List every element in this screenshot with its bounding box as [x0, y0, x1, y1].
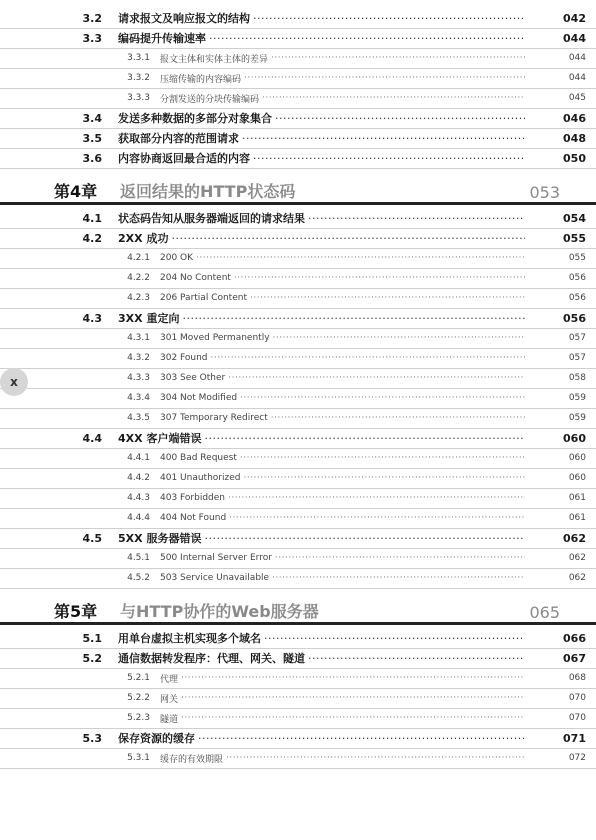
toc-section-entry[interactable] [0, 428, 596, 449]
toc-section-entry[interactable] [0, 528, 596, 549]
chapter-title: 返回结果的HTTP状态码 [120, 182, 296, 201]
entry-number: 3.4 [82, 111, 102, 125]
chapter-label: 第5章 [54, 602, 98, 621]
entry-number: 5.2.2 [127, 693, 150, 703]
entry-page-number: 045 [568, 93, 586, 103]
entry-number: 5.3.1 [127, 753, 150, 763]
dot-leader [182, 312, 525, 325]
toc-section-entry[interactable] [0, 628, 596, 649]
entry-number: 4.2 [82, 231, 102, 245]
dot-leader [226, 753, 525, 763]
entry-page-number: 044 [563, 31, 586, 45]
entry-page-number: 066 [563, 631, 586, 645]
entry-page-number: 054 [563, 211, 586, 225]
chapter-title: 与HTTP协作的Web服务器 [120, 602, 319, 621]
dot-leader [228, 493, 525, 503]
entry-page-number: 055 [568, 253, 586, 263]
toc-subsection-entry[interactable] [0, 268, 596, 289]
entry-number: 4.5.1 [127, 553, 150, 563]
entry-title: 404 Not Found [160, 513, 227, 523]
toc-subsection-entry[interactable] [0, 568, 596, 589]
entry-number: 3.3 [82, 31, 102, 45]
dot-leader [273, 333, 525, 343]
toc-subsection-entry[interactable] [0, 468, 596, 489]
entry-title: 5XX 服务器错误 [118, 532, 202, 545]
toc-section-entry[interactable] [0, 128, 596, 149]
entry-page-number: 062 [563, 531, 586, 545]
toc-subsection-entry[interactable] [0, 48, 596, 69]
entry-title: 500 Internal Server Error [160, 553, 272, 563]
entry-title: 503 Service Unavailable [160, 573, 270, 583]
entry-title: 通信数据转发程序：代理、网关、隧道 [118, 652, 305, 665]
toc-section-entry[interactable] [0, 728, 596, 749]
chapter-label: 第4章 [54, 182, 98, 201]
entry-title: 获取部分内容的范围请求 [118, 132, 239, 145]
dot-leader [271, 53, 525, 63]
entry-page-number: 046 [563, 111, 586, 125]
entry-page-number: 044 [568, 53, 586, 63]
entry-title: 状态码告知从服务器端返回的请求结果 [118, 212, 305, 225]
entry-number: 3.3.1 [127, 53, 150, 63]
entry-number: 4.3.1 [127, 333, 150, 343]
toc-subsection-entry[interactable] [0, 448, 596, 469]
entry-title: 302 Found [160, 353, 208, 363]
dot-leader [308, 652, 525, 665]
entry-number: 3.3.2 [127, 73, 150, 83]
dot-leader [181, 693, 525, 703]
entry-page-number: 062 [568, 553, 586, 563]
toc-subsection-entry[interactable] [0, 328, 596, 349]
entry-number: 4.3 [82, 311, 102, 325]
entry-number: 4.1 [82, 211, 102, 225]
entry-number: 3.2 [82, 11, 102, 25]
entry-title: 4XX 客户端错误 [118, 432, 202, 445]
entry-page-number: 057 [568, 333, 586, 343]
entry-number: 4.4.1 [127, 453, 150, 463]
dot-leader [196, 253, 525, 263]
entry-page-number: 056 [568, 273, 586, 283]
chapter-heading[interactable] [0, 172, 596, 205]
entry-number: 4.3.3 [127, 373, 150, 383]
toc-subsection-entry[interactable] [0, 688, 596, 709]
entry-number: 4.4.3 [127, 493, 150, 503]
toc-subsection-entry[interactable] [0, 488, 596, 509]
dot-leader [250, 293, 525, 303]
entry-number: 4.2.3 [127, 293, 150, 303]
chapter-heading[interactable] [0, 592, 596, 625]
entry-number: 4.3.2 [127, 353, 150, 363]
entry-page-number: 060 [563, 431, 586, 445]
entry-title: 报文主体和实体主体的差异 [160, 54, 269, 65]
entry-number: 4.3.5 [127, 413, 150, 423]
entry-page-number: 058 [568, 373, 586, 383]
toc-subsection-entry[interactable] [0, 288, 596, 309]
dot-leader [272, 573, 525, 583]
entry-title: 缓存的有效期限 [160, 754, 224, 765]
entry-number: 4.5.2 [127, 573, 150, 583]
entry-number: 5.2.3 [127, 713, 150, 723]
dot-leader [211, 353, 525, 363]
entry-page-number: 071 [563, 731, 586, 745]
entry-title: 204 No Content [160, 273, 231, 283]
entry-page-number: 067 [563, 651, 586, 665]
dot-leader [271, 413, 525, 423]
entry-page-number: 060 [568, 473, 586, 483]
toc-section-entry[interactable] [0, 308, 596, 329]
toc-subsection-entry[interactable] [0, 708, 596, 729]
entry-page-number: 070 [568, 713, 586, 723]
entry-page-number: 048 [563, 131, 586, 145]
close-button[interactable] [0, 368, 28, 396]
close-icon: x [10, 375, 18, 389]
entry-number: 4.4.4 [127, 513, 150, 523]
entry-title: 隧道 [160, 714, 179, 725]
entry-page-number: 056 [568, 293, 586, 303]
entry-number: 4.2.2 [127, 273, 150, 283]
dot-leader [181, 673, 525, 683]
chapter-page-number: 065 [529, 603, 560, 622]
entry-page-number: 050 [563, 151, 586, 165]
dot-leader [264, 632, 525, 645]
entry-number: 4.4 [82, 431, 102, 445]
entry-title: 303 See Other [160, 373, 226, 383]
entry-title: 200 OK [160, 253, 194, 263]
toc-subsection-entry[interactable] [0, 348, 596, 369]
dot-leader [253, 152, 525, 165]
dot-leader [229, 513, 525, 523]
entry-page-number: 060 [568, 453, 586, 463]
dot-leader [240, 393, 525, 403]
toc-section-entry[interactable] [0, 28, 596, 49]
entry-title: 307 Temporary Redirect [160, 413, 268, 423]
entry-title: 网关 [160, 694, 179, 705]
entry-page-number: 044 [568, 73, 586, 83]
toc-subsection-entry[interactable] [0, 88, 596, 109]
entry-number: 5.2 [82, 651, 102, 665]
entry-title: 用单台虚拟主机实现多个域名 [118, 632, 261, 645]
entry-page-number: 068 [568, 673, 586, 683]
entry-number: 5.2.1 [127, 673, 150, 683]
dot-leader [234, 273, 525, 283]
entry-title: 401 Unauthorized [160, 473, 241, 483]
entry-page-number: 061 [568, 513, 586, 523]
entry-title: 2XX 成功 [118, 232, 169, 245]
dot-leader [209, 32, 525, 45]
toc-subsection-entry[interactable] [0, 68, 596, 89]
toc-subsection-entry[interactable] [0, 248, 596, 269]
entry-page-number: 059 [568, 393, 586, 403]
toc-subsection-entry[interactable] [0, 368, 596, 389]
entry-number: 4.5 [82, 531, 102, 545]
dot-leader [243, 473, 525, 483]
dot-leader [198, 732, 525, 745]
dot-leader [242, 132, 525, 145]
entry-title: 内容协商返回最合适的内容 [118, 152, 250, 165]
entry-page-number: 070 [568, 693, 586, 703]
dot-leader [204, 432, 525, 445]
toc-subsection-entry[interactable] [0, 388, 596, 409]
entry-number: 4.3.4 [127, 393, 150, 403]
dot-leader [253, 12, 525, 25]
dot-leader [275, 112, 525, 125]
toc-subsection-entry[interactable] [0, 668, 596, 689]
toc-subsection-entry[interactable] [0, 548, 596, 569]
dot-leader [240, 453, 525, 463]
entry-title: 304 Not Modified [160, 393, 238, 403]
entry-title: 301 Moved Permanently [160, 333, 270, 343]
entry-number: 4.4.2 [127, 473, 150, 483]
entry-number: 5.1 [82, 631, 102, 645]
toc-section-entry[interactable] [0, 108, 596, 129]
toc-subsection-entry[interactable] [0, 748, 596, 769]
entry-title: 分割发送的分块传输编码 [160, 94, 260, 105]
dot-leader [244, 73, 525, 83]
dot-leader [171, 232, 525, 245]
toc-section-entry[interactable] [0, 148, 596, 169]
dot-leader [228, 373, 525, 383]
entry-number: 3.3.3 [127, 93, 150, 103]
entry-title: 3XX 重定向 [118, 312, 180, 325]
toc-section-entry[interactable] [0, 8, 596, 29]
entry-title: 发送多种数据的多部分对象集合 [118, 112, 272, 125]
entry-page-number: 057 [568, 353, 586, 363]
entry-title: 保存资源的缓存 [118, 732, 195, 745]
entry-page-number: 055 [563, 231, 586, 245]
dot-leader [308, 212, 525, 225]
toc-subsection-entry[interactable] [0, 508, 596, 529]
toc-subsection-entry[interactable] [0, 408, 596, 429]
entry-title: 206 Partial Content [160, 293, 247, 303]
dot-leader [275, 553, 525, 563]
entry-title: 400 Bad Request [160, 453, 237, 463]
entry-title: 请求报文及响应报文的结构 [118, 12, 250, 25]
toc-section-entry[interactable] [0, 648, 596, 669]
entry-number: 5.3 [82, 731, 102, 745]
entry-page-number: 061 [568, 493, 586, 503]
entry-title: 压缩传输的内容编码 [160, 74, 242, 85]
entry-page-number: 056 [563, 311, 586, 325]
entry-page-number: 072 [568, 753, 586, 763]
entry-page-number: 062 [568, 573, 586, 583]
toc-section-entry[interactable] [0, 208, 596, 229]
entry-title: 编码提升传输速率 [118, 32, 206, 45]
entry-number: 3.6 [82, 151, 102, 165]
entry-number: 3.5 [82, 131, 102, 145]
entry-page-number: 059 [568, 413, 586, 423]
entry-page-number: 042 [563, 11, 586, 25]
dot-leader [262, 93, 525, 103]
dot-leader [181, 713, 525, 723]
entry-title: 代理 [160, 674, 179, 685]
toc-section-entry[interactable] [0, 228, 596, 249]
entry-title: 403 Forbidden [160, 493, 225, 503]
dot-leader [204, 532, 525, 545]
chapter-page-number: 053 [529, 183, 560, 202]
entry-number: 4.2.1 [127, 253, 150, 263]
